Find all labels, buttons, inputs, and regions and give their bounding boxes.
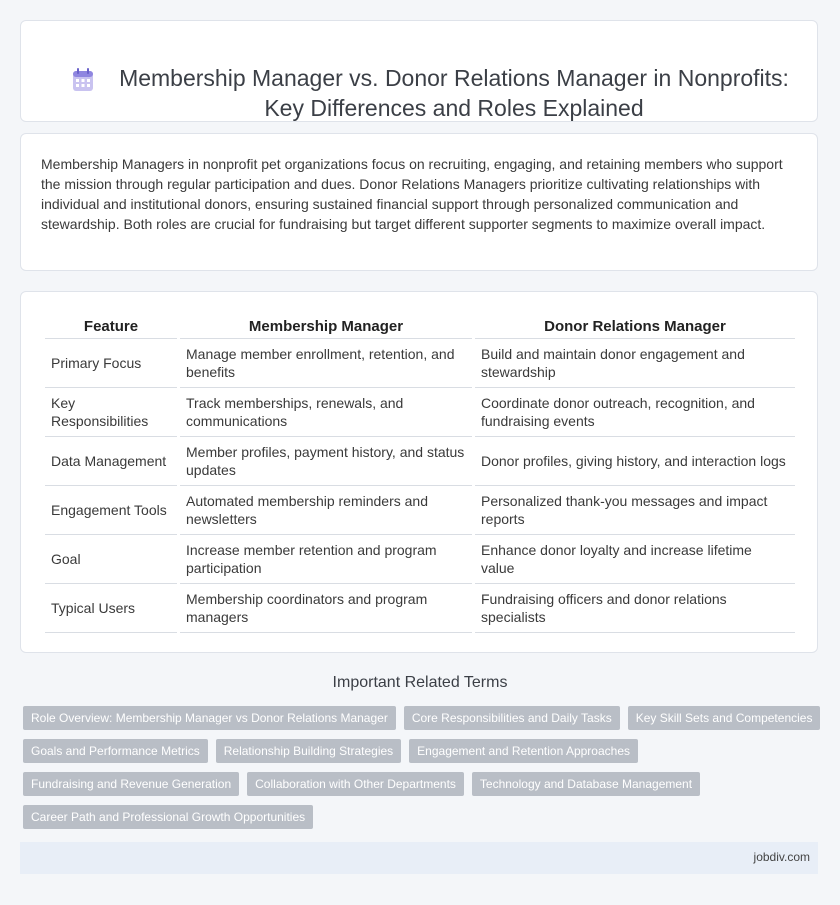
table-row	[45, 339, 795, 388]
footer	[20, 842, 818, 874]
donor-cell: Personalized thank-you messages and impact reports	[475, 486, 795, 535]
feature-cell: Primary Focus	[45, 339, 177, 388]
related-term-tag[interactable]: Key Skill Sets and Competencies	[628, 706, 821, 730]
calendar-icon	[72, 68, 94, 92]
intro-paragraph: Membership Managers in nonprofit pet organizations focus on recruiting, engaging, and retaining members who support the mission through regular participation and dues. Donor Relations Managers prioritize cultivating relationships with individual and institutional donors, ensuring sustained financial support through personalized communication and stewardship. Both roles are crucial for fundraising but target different supporter segments to maximize overall impact.	[41, 156, 783, 232]
related-term-tag[interactable]: Engagement and Retention Approaches	[409, 739, 638, 763]
related-term-tag[interactable]: Technology and Database Management	[472, 772, 700, 796]
donor-cell: Fundraising officers and donor relations specialists	[475, 584, 795, 633]
donor-cell: Enhance donor loyalty and increase lifetime value	[475, 535, 795, 584]
table-row	[45, 486, 795, 535]
related-term-tag[interactable]: Collaboration with Other Departments	[247, 772, 464, 796]
table-row	[45, 584, 795, 633]
related-terms-heading: Important Related Terms	[332, 674, 508, 691]
table-row	[45, 535, 795, 584]
related-term-tag[interactable]: Relationship Building Strategies	[216, 739, 401, 763]
comparison-card	[20, 291, 818, 653]
related-term-tag[interactable]: Goals and Performance Metrics	[23, 739, 208, 763]
header-donor-relations-manager: Donor Relations Manager	[475, 314, 795, 339]
table-row	[45, 437, 795, 486]
donor-cell: Donor profiles, giving history, and interaction logs	[475, 437, 795, 486]
membership-cell: Increase member retention and program participation	[180, 535, 472, 584]
feature-cell: Engagement Tools	[45, 486, 177, 535]
page-title: Membership Manager vs. Donor Relations Manager in Nonprofits: Key Differences and Roles Explained	[119, 65, 789, 121]
header-feature: Feature	[45, 314, 177, 339]
membership-cell: Track memberships, renewals, and communications	[180, 388, 472, 437]
related-term-tag[interactable]: Role Overview: Membership Manager vs Donor Relations Manager	[23, 706, 396, 730]
feature-cell: Key Responsibilities	[45, 388, 177, 437]
related-term-tag[interactable]: Core Responsibilities and Daily Tasks	[404, 706, 620, 730]
table-header-row	[45, 314, 795, 339]
intro-card	[20, 133, 818, 271]
membership-cell: Member profiles, payment history, and status updates	[180, 437, 472, 486]
related-term-tag[interactable]: Career Path and Professional Growth Opportunities	[23, 805, 313, 829]
membership-cell: Membership coordinators and program managers	[180, 584, 472, 633]
donor-cell: Coordinate donor outreach, recognition, and fundraising events	[475, 388, 795, 437]
feature-cell: Typical Users	[45, 584, 177, 633]
table-row	[45, 388, 795, 437]
membership-cell: Manage member enrollment, retention, and benefits	[180, 339, 472, 388]
feature-cell: Goal	[45, 535, 177, 584]
title-card	[20, 20, 818, 122]
membership-cell: Automated membership reminders and newsletters	[180, 486, 472, 535]
donor-cell: Build and maintain donor engagement and stewardship	[475, 339, 795, 388]
related-term-tag[interactable]: Fundraising and Revenue Generation	[23, 772, 239, 796]
comparison-table	[42, 314, 798, 633]
header-membership-manager: Membership Manager	[180, 314, 472, 339]
related-terms-list	[23, 706, 823, 829]
feature-cell: Data Management	[45, 437, 177, 486]
footer-site-link[interactable]: jobdiv.com	[753, 850, 810, 864]
